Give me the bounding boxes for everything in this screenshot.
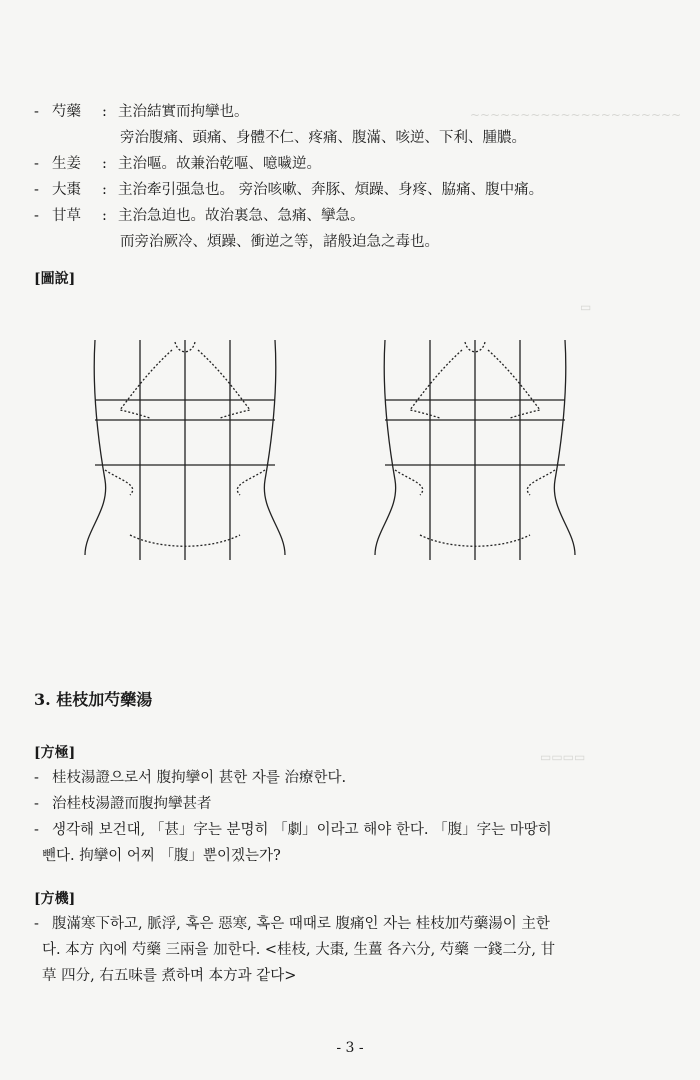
- fangji-item-2: - 治桂枝湯證而腹拘攣甚者: [34, 796, 212, 812]
- herb-line-shengjiang: - 生姜 : 主治嘔。故兼治乾嘔、噫噦逆。: [34, 156, 321, 172]
- fangji-label: [方極]: [34, 745, 76, 761]
- abdomen-figure-left: [85, 340, 285, 560]
- bleed-through-text: ▭: [580, 300, 592, 314]
- torso-outline-left-side: [85, 340, 106, 555]
- fangji2-line-2: 다. 本方 內에 芍藥 三兩을 加한다. <桂枝, 大棗, 生薑 各六分, 芍藥 一錢二分, 甘: [42, 942, 556, 958]
- page-number: - 3 -: [336, 1040, 364, 1056]
- bleed-through-text: ▭▭▭▭: [540, 750, 586, 764]
- bleed-through-text: ~~~~~~~~~~~~~~~~~~~~~: [470, 108, 682, 122]
- herb-line-gancao: - 甘草 : 主治急迫也。故治裏急、急痛、攣急。: [34, 208, 365, 224]
- fangji2-line-1: - 腹滿寒下하고, 脈浮, 혹은 惡寒, 혹은 때때로 腹痛인 자는 桂枝加芍藥湯이 主한: [34, 916, 550, 932]
- fangji-item-1: - 桂枝湯證으로서 腹拘攣이 甚한 자를 治療한다.: [34, 770, 347, 786]
- herb-line-gancao-cont: 而旁治厥冷、煩躁、衝逆之等，諸般迫急之毒也。: [120, 234, 439, 250]
- abdomen-figure-right: [375, 340, 575, 560]
- section-3-title: 3. 桂枝加芍藥湯: [34, 690, 153, 709]
- fangji-item-3-cont: 뺀다. 拘攣이 어찌 「腹」뿐이겠는가?: [42, 848, 281, 864]
- herb-line-shaoyao: - 芍藥 : 主治結實而拘攣也。: [34, 104, 249, 120]
- figure-label: [圖說]: [34, 271, 76, 287]
- herb-line-dazao: - 大棗 : 主治牽引强急也。 旁治咳嗽、奔豚、煩躁、身疼、脇痛、腹中痛。: [34, 182, 544, 198]
- fangji2-line-3: 草 四分, 右五味를 煮하며 本方과 같다>: [42, 968, 297, 984]
- fangji-item-3: - 생각해 보건대, 「甚」字는 분명히 「劇」이라고 해야 한다. 「腹」字는 마땅히: [34, 822, 552, 838]
- abdomen-diagram: [80, 330, 620, 620]
- herb-line-shaoyao-cont: 旁治腹痛、頭痛、身體不仁、疼痛、腹滿、咳逆、下利、腫膿。: [120, 130, 526, 146]
- torso-outline-right-side: [264, 340, 285, 555]
- fangji2-label: [方機]: [34, 891, 76, 907]
